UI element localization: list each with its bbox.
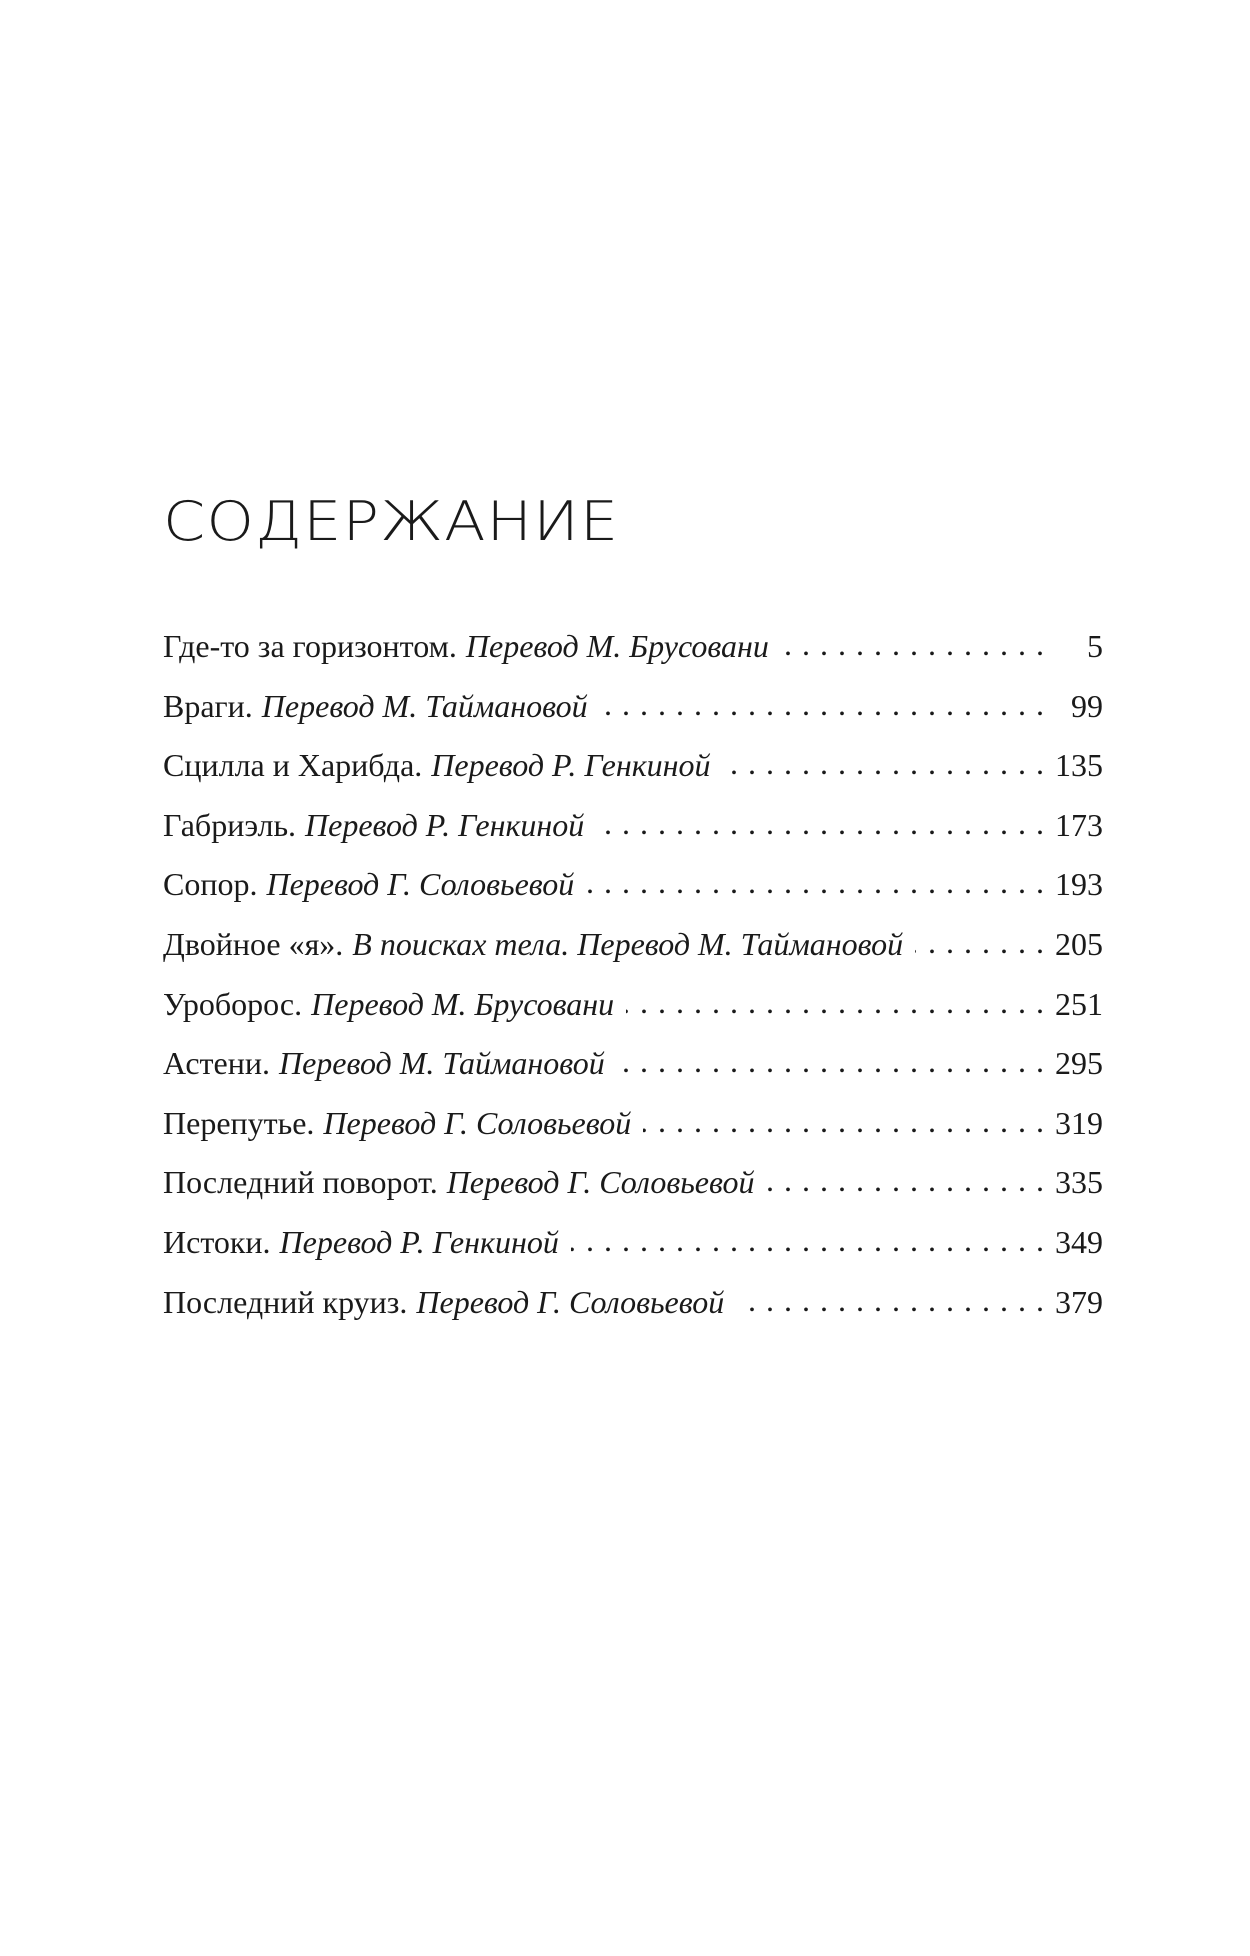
toc-entry-title: Уроборос. <box>163 985 303 1022</box>
dot-leader <box>571 1222 1045 1259</box>
toc-entry-translator: Перевод Г. Соловьевой <box>266 866 575 903</box>
toc-entry-translator: Перевод Р. Генкиной <box>431 747 711 784</box>
toc-entry <box>163 1284 1103 1344</box>
toc-entry-title: Последний поворот. <box>163 1164 438 1201</box>
dot-leader <box>617 1043 1045 1080</box>
toc-entry-translator: Перевод М. Брусовани <box>465 628 769 664</box>
toc-entry <box>163 1164 1103 1224</box>
toc-entry-page: 349 <box>1055 1223 1103 1260</box>
dot-leader <box>915 924 1045 961</box>
toc-entry-translator: Перевод Г. Соловьевой <box>446 1164 755 1201</box>
toc-entry-translator: В поисках тела. Перевод М. Таймановой <box>352 925 904 962</box>
toc-entry-title: Враги. <box>163 687 253 724</box>
toc-entry <box>163 1224 1103 1284</box>
toc-entry <box>163 1105 1103 1165</box>
toc-entry <box>163 628 1103 688</box>
dot-leader <box>626 984 1045 1021</box>
toc-entry-page: 205 <box>1055 925 1103 962</box>
toc-entry-page: 99 <box>1071 687 1103 724</box>
dot-leader <box>596 805 1045 842</box>
toc-entry <box>163 747 1103 807</box>
page-title: СОДЕРЖАНИЕ <box>163 490 620 553</box>
toc-entry-page: 319 <box>1055 1104 1103 1141</box>
toc-entry-title: Последний круиз. <box>163 1283 408 1320</box>
dot-leader <box>600 686 1045 723</box>
toc-entry-translator: Перевод Г. Соловьевой <box>323 1104 632 1141</box>
toc-entry-page: 379 <box>1055 1283 1103 1320</box>
toc-entry-title: Двойное «я». <box>163 925 344 962</box>
dot-leader <box>766 1162 1045 1199</box>
toc-entry-title: Габриэль. <box>163 806 297 843</box>
toc-entry-page: 5 <box>1087 628 1103 664</box>
toc-entry <box>163 688 1103 748</box>
toc-entry-translator: Перевод М. Таймановой <box>261 687 588 724</box>
dot-leader <box>643 1103 1045 1140</box>
toc-entry-title: Истоки. <box>163 1223 271 1260</box>
dot-leader <box>586 864 1045 901</box>
table-of-contents <box>163 628 1103 1343</box>
toc-entry-page: 193 <box>1055 866 1103 903</box>
toc-entry-page: 135 <box>1055 747 1103 784</box>
dot-leader <box>781 626 1045 663</box>
toc-entry <box>163 926 1103 986</box>
toc-entry-translator: Перевод М. Брусовани <box>311 985 615 1022</box>
toc-entry <box>163 866 1103 926</box>
toc-entry <box>163 807 1103 867</box>
toc-entry <box>163 1045 1103 1105</box>
toc-entry-translator: Перевод Р. Генкиной <box>279 1223 559 1260</box>
dot-leader <box>723 745 1045 782</box>
toc-entry-translator: Перевод Г. Соловьевой <box>416 1283 725 1320</box>
toc-entry-title: Сцилла и Харибда. <box>163 747 423 784</box>
toc-entry-page: 173 <box>1055 806 1103 843</box>
toc-entry-title: Перепутье. <box>163 1104 315 1141</box>
toc-entry-title: Астени. <box>163 1045 270 1082</box>
toc-entry-title: Сопор. <box>163 866 258 903</box>
dot-leader <box>736 1282 1045 1319</box>
toc-entry-page: 251 <box>1055 985 1103 1022</box>
toc-entry <box>163 986 1103 1046</box>
toc-entry-translator: Перевод Р. Генкиной <box>305 806 585 843</box>
toc-entry-page: 335 <box>1055 1164 1103 1201</box>
toc-entry-translator: Перевод М. Таймановой <box>278 1045 605 1082</box>
toc-entry-title: Где-то за горизонтом. <box>163 628 457 664</box>
toc-entry-page: 295 <box>1055 1045 1103 1082</box>
